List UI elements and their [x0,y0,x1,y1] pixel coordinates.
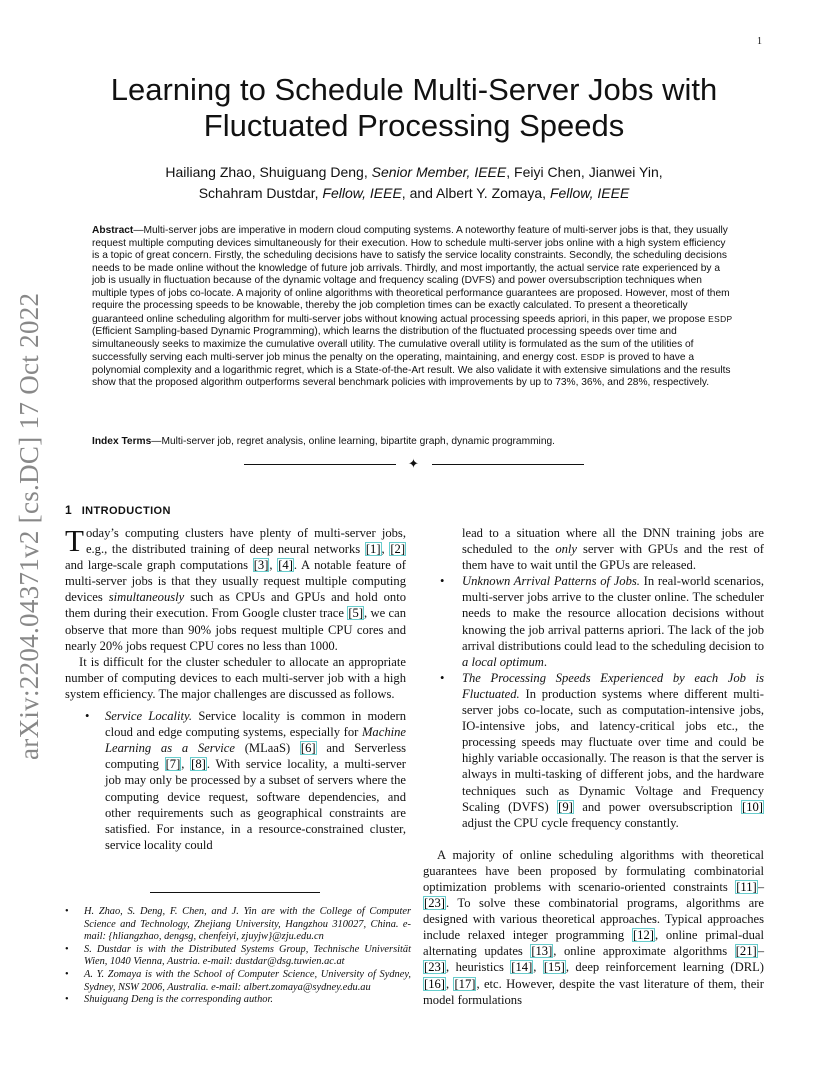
paragraph-text: In production systems where different multi-server jobs co-locate, such as computation-intensive jobs, IO-intensive jobs, and latency-critical jobs etc., the processing speeds may fluctuate over time and could be highly variable occasionally. The reason is that the server is always in multi-tasking of different jobs, and the hardware techniques such as Dynamic Voltage and Frequency Scaling (DVFS) [462,686,764,814]
abstract-label: Abstract [92,225,134,236]
drop-cap: T [65,523,84,558]
paragraph-text: , online primal-dual alternating updates [423,928,764,959]
citation-link[interactable]: [6] [300,741,316,756]
citation-link[interactable]: [21] [735,944,757,959]
paragraph-text: oday’s computing clusters have plenty of multi-server jobs, e.g., the distributed training of deep neural networks [85,526,406,557]
footnote-text: Shuiguang Deng is the corresponding author. [84,994,273,1006]
section-heading [65,503,171,517]
paragraph-text: such as CPUs and GPUs and hold onto them during their execution. From Google cluster trace [65,590,406,621]
challenge-title: Service Locality. [105,709,193,724]
footnote-rule [150,892,320,893]
citation-link[interactable]: [12] [632,928,654,943]
abstract [92,225,734,390]
footnote-affiliation-sydney [65,969,411,994]
footnote-text: H. Zhao, S. Deng, F. Chen, and J. Yin are with the College of Computer Science and Technology, Zhejiang University, Hangzhou 310027, China. e-mail: {hliangzhao, dengsg, chenfeiyi, zjuyjw}@zju.edu.cn [84,906,411,943]
challenge-title: Unknown Arrival Patterns of Jobs. [462,574,640,589]
citation-link[interactable]: [8] [191,757,206,772]
author-membership: Fellow, IEEE [549,185,630,201]
abstract-text: —Multi-server jobs are imperative in modern cloud computing systems. A noteworthy feature of multi-server jobs is that, they usually request multiple computing devices simultaneously for their execution. How to schedule multi-server jobs online with a high system efficiency is a topic of great concern. Firstly, the scheduling decisions have to satisfy the service locality constraints. Secondly, the scheduling decisions needs to be made online without the knowledge of future job arrivals. Thirdly, and most importantly, the actual service rate experienced by a job is usually in fluctuation because of the dynamic voltage and frequency scaling (DVFS) and power oversubscription techniques when multiple types of jobs co-locate. A majority of online algorithms with theoretical performance guarantees are proposed. However, most of them require the processing speeds to be knowable, thereby the job completion times can be exactly calculated. To present a theoretically guaranteed online scheduling algorithm for multi-server jobs without knowing actual processing speeds apriori, in this paper, we propose [92,225,730,325]
title-line-2: Fluctuated Processing Speeds [203,108,625,143]
abstract-text: (Efficient Sampling-based Dynamic Programming), which learns the distribution of the fluctuated processing speeds over time and simultaneously seeks to maximize the cumulative overall utility. The cumulative overall utility is formulated as the sum of the utilities of successfully serving each multi-server job minus the penalty on the operating, maintaining, and energy cost. [92,326,694,363]
paragraph-text: Service locality is common in modern cloud and edge computing systems, especially for [105,709,406,740]
footnote-affiliation-tuwien [65,944,411,969]
citation-link[interactable]: [14] [511,960,533,975]
footnote-corresponding-author [65,994,411,1007]
bullet-icon: • [65,994,69,1006]
citation-link[interactable]: [4] [278,558,293,573]
bullet-icon: • [85,709,90,724]
index-terms [92,436,734,449]
citation-link[interactable]: [23] [424,960,445,975]
paragraph-text: , [181,757,191,772]
citation-link[interactable]: [9] [558,799,573,814]
paragraph-text: and Serverless computing [105,741,406,772]
citation-link[interactable]: [2] [390,542,406,557]
citation-link[interactable]: [7] [165,757,181,772]
paragraph-text: , we can observe that more than 90% jobs request multiple CPU cores and nearly 20% jobs request CPU cores no less than 1000. [65,606,406,653]
index-terms-text: —Multi-server job, regret analysis, online learning, bipartite graph, dynamic programming. [151,436,555,447]
bullet-icon: • [440,670,445,685]
citation-link[interactable]: [3] [253,558,269,573]
paragraph-text: , etc. However, despite the vast literature of them, their model formulations [423,976,765,1007]
authors-text: Hailiang Zhao, Shuiguang Deng, [165,164,372,180]
paragraph-text: . To solve these combinatorial programs, algorithms are designed with various theoretical approaches. Typical approaches include relaxed integer programming [423,896,764,943]
bullet-icon: • [65,906,69,917]
footnotes [65,906,411,1007]
divider-line-right [432,464,584,465]
intro-paragraph-1 [65,525,406,654]
paragraph-text: – [757,944,764,959]
paragraph-text: , [269,558,278,573]
section-number: 1 [65,503,72,517]
citation-link[interactable]: [5] [348,606,364,621]
author-membership: Fellow, IEEE [322,185,402,201]
paragraph-text: adjust the CPU cycle frequency constantly. [462,815,679,830]
paragraph-text: , online approximate algorithms [553,944,735,959]
abstract-text: is proved to have a polynomial complexity and a logarithmic regret, which is a State-of-the-Art result. We also validate it with extensive simulations and the results show that the proposed algorithm outperforms several benchmark policies with improvements by up to 73%, 36%, and 28%, respectively. [92,352,731,388]
bullet-icon: • [440,574,445,589]
page-number: 1 [757,36,762,47]
footnote-affiliation-zju [65,906,411,944]
emphasis: Machine Learning as a Service [105,725,406,756]
algorithm-name: ESDP [580,352,606,362]
author-membership: Senior Member, IEEE [371,164,507,180]
bullet-icon: • [65,943,69,955]
paragraph-text: In real-world scenarios, multi-server jobs arrive to the cluster online. The scheduler needs to make the resource allocation decisions without knowing the job arrival patterns apriori. The lack of the job arrival distributions could lead to the scheduling decision to [462,574,764,653]
challenge-list [65,708,406,853]
footnote-text: A. Y. Zomaya is with the School of Computer Science, University of Sydney, Sydney, NSW 2006, Australia. e-mail: albert.zomaya@sydney.edu.au [84,968,411,993]
left-column [65,525,406,853]
authors-text: Schahram Dustdar, [198,185,323,201]
challenge-item-service-locality [65,708,406,853]
emphasis: a local optimum [462,654,544,669]
citation-link[interactable]: [10] [742,799,763,814]
challenge-list-continued [423,525,764,831]
paragraph-text: A majority of online scheduling algorithms with theoretical guarantees have been proposed by formulating combinatorial optimization problems with scenario-oriented constraints [423,847,764,894]
challenge-title: The Processing Speeds Experienced by each Job is Fluctuated. [462,670,764,701]
divider-ornament-icon: ✦ [408,456,419,471]
challenge-item-arrival-patterns [423,573,764,670]
bullet-icon: • [65,968,69,980]
paragraph-text: – [757,879,764,894]
emphasis: only [555,542,578,557]
emphasis: simultaneously [108,590,185,605]
paragraph-text: , [381,542,390,557]
citation-link[interactable]: [23] [424,896,445,911]
paragraph-text: and large-scale graph computations [65,558,253,573]
paragraph-text: . [543,654,548,669]
title-line-1: Learning to Schedule Multi-Server Jobs with [110,72,718,107]
challenge-item-processing-speeds [423,670,764,831]
paragraph-text: lead to a situation where all the DNN training jobs are scheduled to the [462,526,764,557]
citation-link[interactable]: [13] [531,944,553,959]
paragraph-text: , [533,960,543,975]
challenge-item-continuation [423,525,764,573]
citation-link[interactable]: [1] [365,542,381,557]
paper-title [60,72,768,144]
divider-line-left [244,464,396,465]
paragraph-text: and power oversubscription [573,799,742,814]
paragraph-text: . A notable feature of multi-server jobs is that they usually request multiple computing devices [65,558,406,605]
paragraph-text: (MLaaS) [234,741,300,756]
intro-paragraph-2: It is difficult for the cluster scheduler to allocate an appropriate number of computing devices to each multi-server job with a high system efficiency. The major challenges are discussed as follows. [65,654,406,701]
section-title: INTRODUCTION [81,505,171,517]
algorithm-name: ESDP [708,313,733,324]
citation-link[interactable]: [15] [543,960,565,975]
paragraph-text: , [445,976,454,991]
authors-text: , Feiyi Chen, Jianwei Yin, [506,164,663,180]
paragraph-text: , heuristics [445,960,511,975]
citation-link[interactable]: [16] [424,976,445,991]
right-column [423,525,764,1008]
index-terms-label: Index Terms [92,436,152,447]
citation-link[interactable]: [11] [736,879,757,894]
paragraph-text: . With service locality, a multi-server job may only be processed by a subset of servers where the computing device request, software dependencies, and other requirements such as geographical constraints are satisfied. For instance, in a resource-constrained cluster, service locality could [105,757,406,852]
paragraph-text: server with GPUs and the rest of them have to wait until the GPUs are released. [462,542,764,573]
authors-text: , and Albert Y. Zomaya, [401,185,550,201]
footnote-text: S. Dustdar is with the Distributed Systems Group, Technische Universität Wien, 1040 Vienna, Austria. e-mail: dustdar@dsg.tuwien.ac.at [84,943,411,968]
citation-link[interactable]: [17] [454,976,476,991]
arxiv-identifier-stamp: arXiv:2204.04371v2 [cs.DC] 17 Oct 2022 [14,292,44,760]
section-divider [244,457,584,471]
author-list [60,162,768,204]
intro-paragraph-3 [423,847,764,1008]
paragraph-text: , deep reinforcement learning (DRL) [565,960,764,975]
